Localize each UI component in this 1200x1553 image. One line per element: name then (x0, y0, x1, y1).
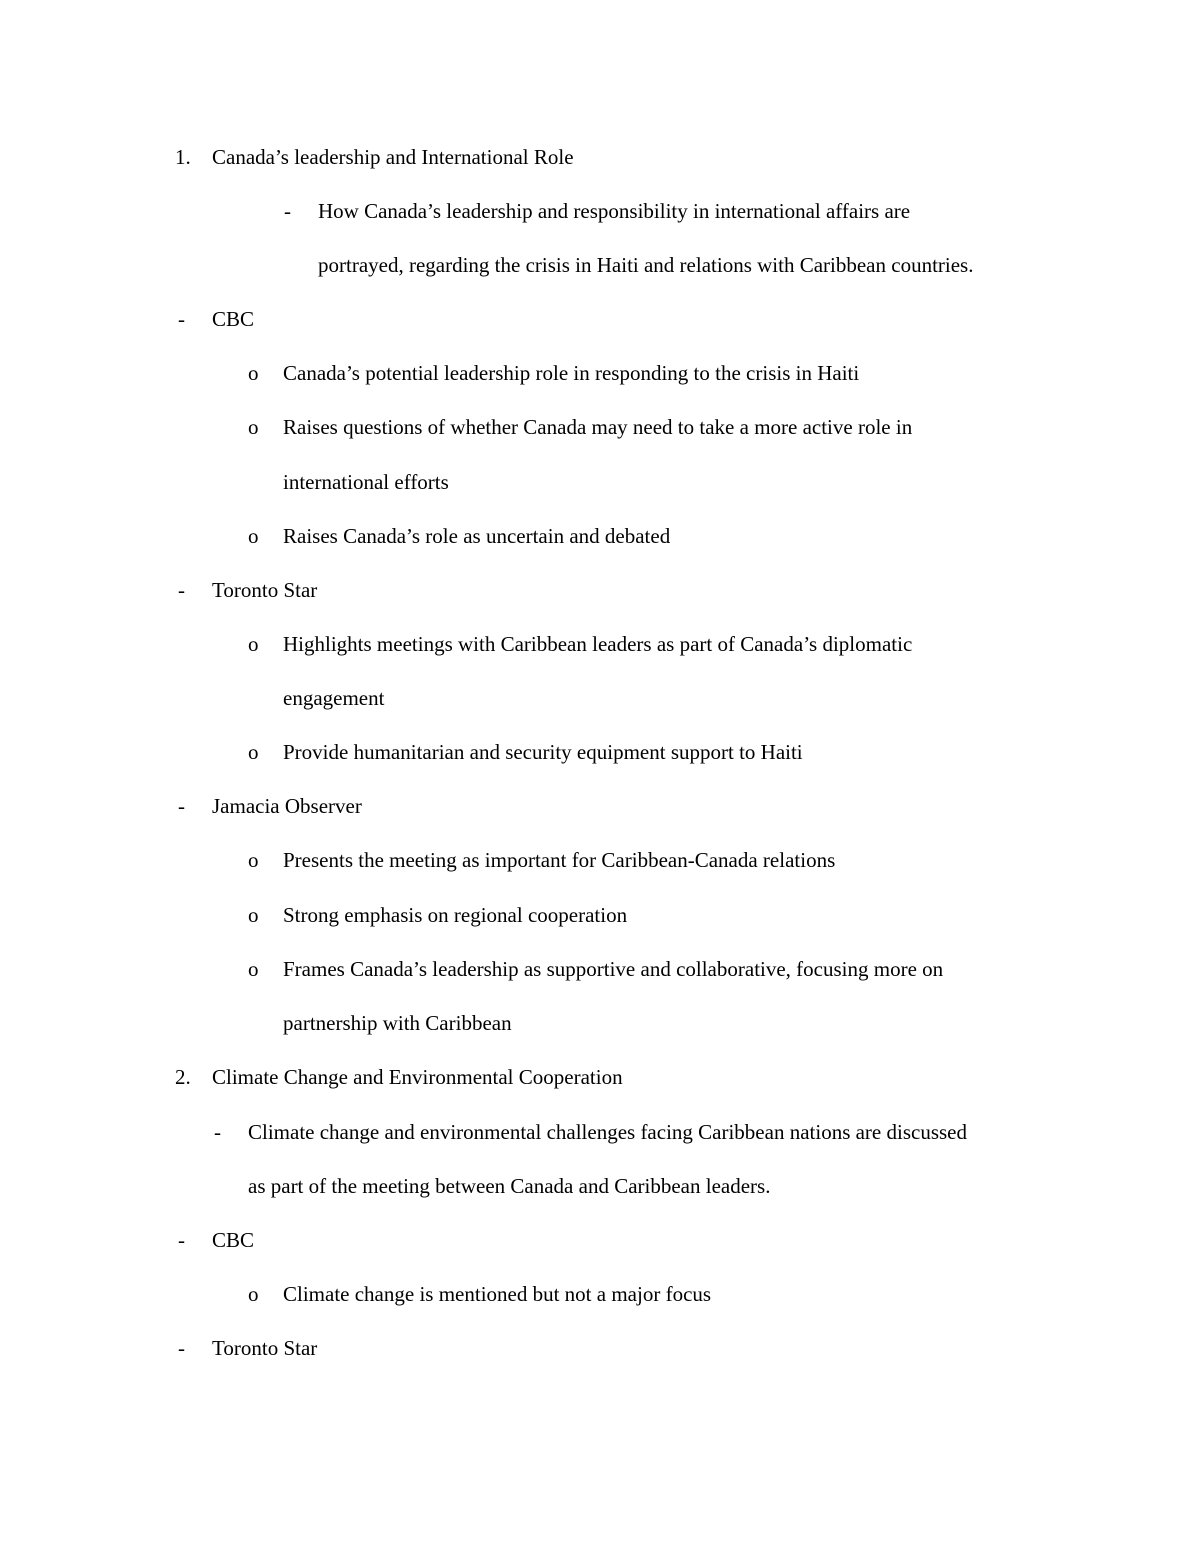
source-dash: - (178, 307, 185, 331)
bullet-point-continued: engagement (283, 686, 385, 710)
section-title: Canada’s leadership and International Role (212, 145, 574, 169)
bullet-marker: o (248, 740, 259, 764)
bullet-point: Raises Canada’s role as uncertain and debated (283, 524, 671, 548)
bullet-marker: o (248, 1282, 259, 1306)
source-name: Jamacia Observer (212, 794, 362, 818)
bullet-marker: o (248, 632, 259, 656)
bullet-point-continued: international efforts (283, 470, 449, 494)
source-dash: - (178, 1228, 185, 1252)
section-summary-line: Climate change and environmental challenges facing Caribbean nations are discussed (248, 1120, 967, 1144)
bullet-point: Strong emphasis on regional cooperation (283, 903, 628, 927)
source-name: Toronto Star (212, 578, 318, 602)
bullet-point-continued: partnership with Caribbean (283, 1011, 512, 1035)
summary-dash: - (284, 199, 291, 223)
bullet-marker: o (248, 848, 259, 872)
bullet-marker: o (248, 361, 259, 385)
section-summary-line: portrayed, regarding the crisis in Haiti and relations with Caribbean countries. (318, 253, 974, 277)
bullet-point: Canada’s potential leadership role in responding to the crisis in Haiti (283, 361, 860, 385)
section-summary-line: How Canada’s leadership and responsibility in international affairs are (318, 199, 911, 223)
bullet-point: Presents the meeting as important for Caribbean-Canada relations (283, 848, 836, 872)
bullet-point: Climate change is mentioned but not a major focus (283, 1282, 712, 1306)
bullet-point: Provide humanitarian and security equipment support to Haiti (283, 740, 803, 764)
bullet-marker: o (248, 524, 259, 548)
source-dash: - (178, 1336, 185, 1360)
source-name: CBC (212, 1228, 255, 1252)
section-number: 2. (175, 1065, 191, 1089)
bullet-marker: o (248, 957, 259, 981)
bullet-point: Highlights meetings with Caribbean leaders as part of Canada’s diplomatic (283, 632, 913, 656)
source-dash: - (178, 578, 185, 602)
section-summary-line: as part of the meeting between Canada and Caribbean leaders. (248, 1174, 771, 1198)
bullet-marker: o (248, 415, 259, 439)
bullet-point: Frames Canada’s leadership as supportive and collaborative, focusing more on (283, 957, 944, 981)
source-name: Toronto Star (212, 1336, 318, 1360)
section-title: Climate Change and Environmental Cooperation (212, 1065, 623, 1089)
section-number: 1. (175, 145, 191, 169)
bullet-point: Raises questions of whether Canada may need to take a more active role in (283, 415, 913, 439)
source-name: CBC (212, 307, 255, 331)
source-dash: - (178, 794, 185, 818)
bullet-marker: o (248, 903, 259, 927)
summary-dash: - (214, 1120, 221, 1144)
